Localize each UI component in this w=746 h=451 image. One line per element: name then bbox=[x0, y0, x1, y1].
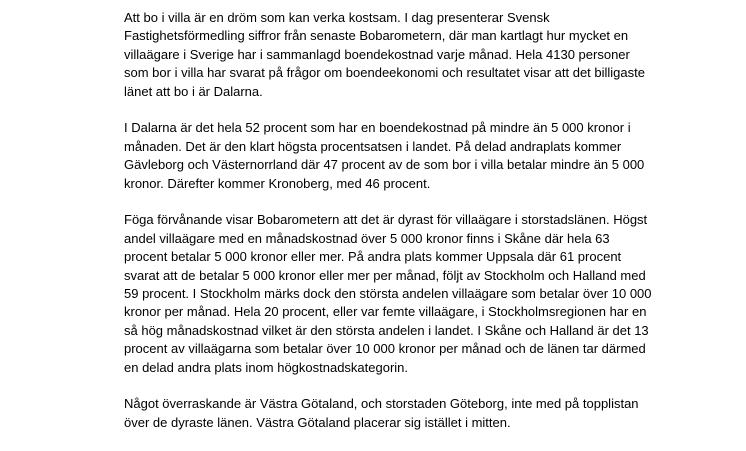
paragraph-dalarna bbox=[124, 119, 684, 193]
text-line: procent betalar 5 000 kronor eller mer. På andra plats kommer Uppsala där 61 procent bbox=[124, 249, 622, 265]
text-line: andel villaägare med en månadskostnad över 5 000 kronor finns i Skåne där hela 63 bbox=[124, 230, 610, 246]
text-line: 59 procent. I Stockholm märks dock den största andelen villaägare som betalar över 10 000 bbox=[124, 286, 652, 302]
paragraph-vastra-gotaland bbox=[124, 395, 684, 432]
text-line: procent av villaägarna som betalar över 10 000 kronor per månad och de länen tar därmed bbox=[124, 341, 646, 357]
text-line: villaägare i Sverige har i sammanlagd boendekostnad varje månad. Hela 4130 personer bbox=[124, 46, 630, 62]
text-line: månaden. Det är den klart högsta procentsatsen i landet. På delad andraplats kommer bbox=[124, 138, 622, 154]
text-line: som bor i villa har svarat på frågor om boendeekonomi och resultatet visar att det billigaste bbox=[124, 65, 645, 81]
article-body bbox=[124, 9, 684, 451]
paragraph-intro bbox=[124, 9, 684, 101]
text-line: Fastighetsförmedling siffror från senaste Bobarometern, där man kartlagt hur mycket en bbox=[124, 28, 629, 44]
text-line: Föga förvånande visar Bobarometern att det är dyrast för villaägare i storstadslänen. Högst bbox=[124, 212, 648, 228]
text-line: svarat att de betalar 5 000 kronor eller mer per månad, följt av Stockholm och Halland med bbox=[124, 267, 646, 283]
text-line: Något överraskande är Västra Götaland, och storstaden Göteborg, inte med på topplistan bbox=[124, 396, 639, 412]
text-line: I Dalarna är det hela 52 procent som har en boendekostnad på mindre än 5 000 kronor i bbox=[124, 120, 631, 136]
text-line: kronor. Därefter kommer Kronoberg, med 46 procent. bbox=[124, 175, 431, 191]
text-line: Gävleborg och Västernorrland där 47 procent av de som bor i villa betalar mindre än 5 000 bbox=[124, 157, 645, 173]
paragraph-storstad bbox=[124, 211, 684, 377]
text-line: så hög månadskostnad vilket är den största andelen i landet. I Skåne och Halland är det 13 bbox=[124, 322, 649, 338]
text-line: över de dyraste länen. Västra Götaland placerar sig istället i mitten. bbox=[124, 414, 511, 430]
text-line: kronor per månad. Hela 20 procent, eller var femte villaägare, i Stockholmsregionen har en bbox=[124, 304, 647, 320]
text-line: länet att bo i är Dalarna. bbox=[124, 83, 263, 99]
text-line: en delad andra plats inom högkostnadskategorin. bbox=[124, 359, 409, 375]
text-line: Att bo i villa är en dröm som kan verka kostsam. I dag presenterar Svensk bbox=[124, 10, 550, 25]
